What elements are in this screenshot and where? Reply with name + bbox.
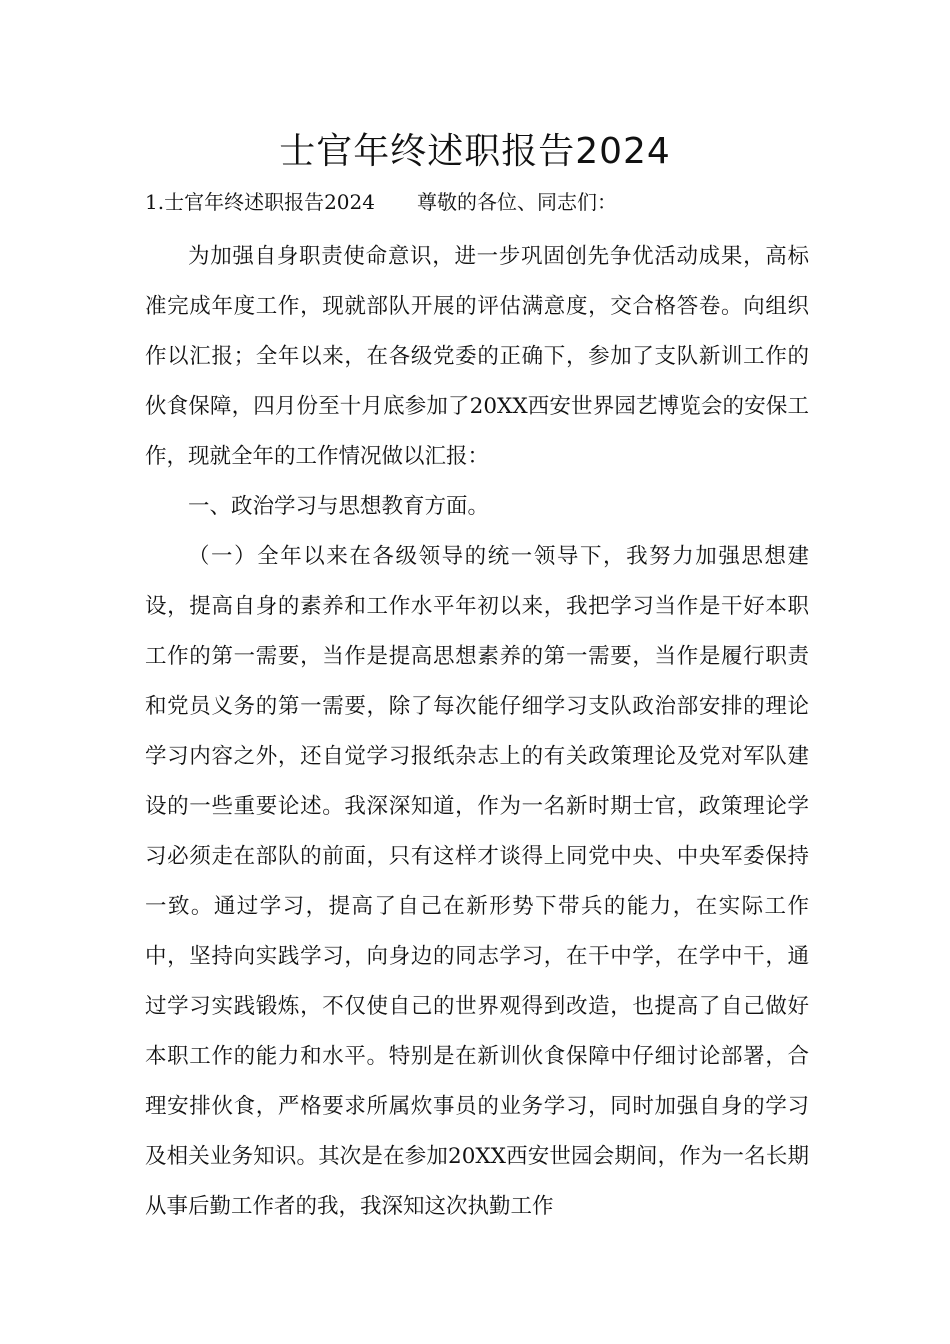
- document-subtitle: 1.士官年终述职报告2024: [145, 190, 375, 214]
- paragraph-intro: 为加强自身职责使命意识，进一步巩固创先争优活动成果，高标准完成年度工作，现就部队开展的评估满意度，交合格答卷。向组织作以汇报；全年以来，在各级党委的正确下，参加了支队新训工作的伙食保障，四月份至十月底参加了20XX西安世界园艺博览会的安保工作，现就全年的工作情况做以汇报：: [145, 244, 809, 469]
- subtitle-line: [145, 186, 825, 218]
- document-title: 士官年终述职报告2024: [279, 131, 671, 172]
- section-heading: 一、政治学习与思想教育方面。: [188, 494, 490, 519]
- paragraph-section-1: （一）全年以来在各级领导的统一领导下，我努力加强思想建设，提高自身的素养和工作水平年初以来，我把学习当作是干好本职工作的第一需要，当作是提高思想素养的第一需要，当作是履行职责和党员义务的第一需要，除了每次能仔细学习支队政治部安排的理论学习内容之外，还自觉学习报纸杂志上的有关政策理论及党对军队建设的一些重要论述。我深深知道，作为一名新时期士官，政策理论学习必须走在部队的前面，只有这样才谈得上同党中央、中央军委保持一致。通过学习，提高了自己在新形势下带兵的能力，在实际工作中，坚持向实践学习，向身边的同志学习，在干中学，在学中干，通过学习实践锻炼，不仅使自己的世界观得到改造，也提高了自己做好本职工作的能力和水平。特别是在新训伙食保障中仔细讨论部署，合理安排伙食，严格要求所属炊事员的业务学习，同时加强自身的学习及相关业务知识。其次是在参加20XX西安世园会期间，作为一名长期从事后勤工作者的我，我深知这次执勤工作: [145, 544, 809, 1219]
- document-body: [145, 232, 809, 1232]
- greeting: 尊敬的各位、同志们：: [416, 190, 617, 214]
